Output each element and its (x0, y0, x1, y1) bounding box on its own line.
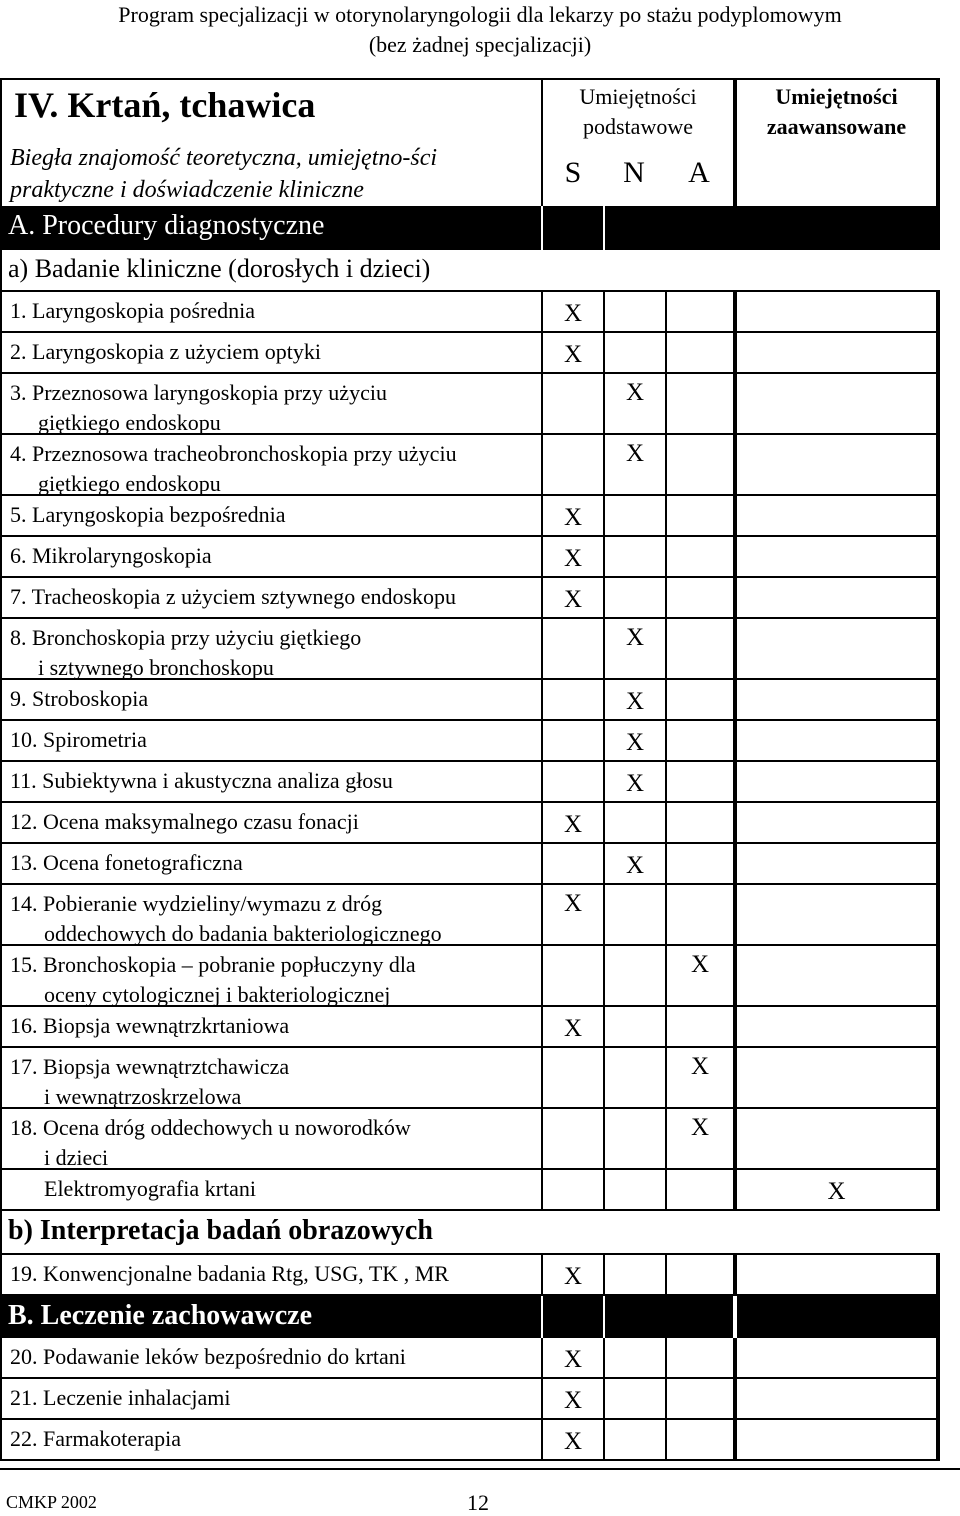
mark-a (665, 1420, 733, 1461)
mark-s (541, 680, 603, 721)
procedure-line1: 11. Subiektywna i akustyczna analiza głosu (10, 768, 393, 793)
procedure-line1: 6. Mikrolaryngoskopia (10, 543, 212, 568)
procedure-name (0, 496, 541, 537)
procedure-name (0, 1338, 541, 1379)
mark-advanced (733, 885, 940, 946)
procedure-line1: 17. Biopsja wewnątrztchawicza (10, 1054, 290, 1079)
mark-n: X (603, 619, 665, 680)
mark-n (603, 1420, 665, 1461)
procedure-name (0, 374, 541, 435)
mark-n: X (603, 721, 665, 762)
advanced-cell (733, 140, 940, 206)
procedure-name (0, 619, 541, 680)
mark-a (665, 374, 733, 435)
mark-a (665, 333, 733, 374)
mark-n: X (603, 844, 665, 885)
procedure-row (0, 762, 940, 803)
mark-advanced (733, 803, 940, 844)
procedure-name (0, 844, 541, 885)
subsection-a1-row (0, 250, 940, 292)
procedure-name (0, 1170, 541, 1211)
mark-a: X (665, 1109, 733, 1170)
mark-a (665, 537, 733, 578)
page-number: 12 (467, 1490, 489, 1515)
procedure-line1: 19. Konwencjonalne badania Rtg, USG, TK , MR (10, 1261, 449, 1286)
procedure-line1: 16. Biopsja wewnątrzkrtaniowa (10, 1013, 290, 1038)
procedure-name (0, 578, 541, 619)
mark-advanced (733, 1420, 940, 1461)
mark-advanced (733, 537, 940, 578)
mark-n (603, 1109, 665, 1170)
mark-advanced (733, 292, 940, 333)
procedure-line1: 4. Przeznosowa tracheobronchoskopia przy użyciu (10, 441, 457, 466)
mark-s (541, 619, 603, 680)
mark-advanced (733, 1007, 940, 1048)
procedure-row (0, 1109, 940, 1170)
mark-a (665, 844, 733, 885)
mark-s (541, 1109, 603, 1170)
subsection-a1-title: a) Badanie kliniczne (dorosłych i dzieci) (0, 250, 940, 292)
procedure-name (0, 1007, 541, 1048)
procedure-line2: oddechowych do badania bakteriologicznego (44, 921, 442, 946)
mark-advanced (733, 435, 940, 496)
procedure-name (0, 1420, 541, 1461)
mark-a (665, 721, 733, 762)
mark-s: X (541, 496, 603, 537)
mark-n (603, 292, 665, 333)
procedure-line1: 21. Leczenie inhalacjami (10, 1385, 231, 1410)
mark-a (665, 803, 733, 844)
procedure-line2: giętkiego endoskopu (38, 410, 221, 435)
mark-n: X (603, 762, 665, 803)
mark-a: X (665, 1048, 733, 1109)
mark-advanced (733, 496, 940, 537)
section-a-title: A. Procedury diagnostyczne (8, 210, 325, 241)
header-a: A (688, 156, 710, 189)
procedure-row (0, 1379, 940, 1420)
mark-s: X (541, 537, 603, 578)
mark-n: X (603, 435, 665, 496)
mark-n (603, 496, 665, 537)
header-n: N (623, 156, 645, 189)
procedure-row (0, 1255, 940, 1296)
procedure-name (0, 1255, 541, 1296)
mark-advanced (733, 1255, 940, 1296)
procedure-name (0, 721, 541, 762)
procedure-name (0, 333, 541, 374)
subsection-b1-title: b) Interpretacja badań obrazowych (0, 1211, 940, 1255)
procedure-row (0, 537, 940, 578)
mark-n: X (603, 680, 665, 721)
procedure-name (0, 1109, 541, 1170)
procedure-line1: 3. Przeznosowa laryngoskopia przy użyciu (10, 380, 387, 405)
mark-s: X (541, 1379, 603, 1420)
mark-a (665, 1007, 733, 1048)
mark-advanced (733, 844, 940, 885)
divider (541, 1296, 603, 1338)
mark-a (665, 292, 733, 333)
mark-s: X (541, 885, 603, 946)
procedure-line1: 12. Ocena maksymalnego czasu fonacji (10, 809, 359, 834)
procedure-line1: 5. Laryngoskopia bezpośrednia (10, 502, 286, 527)
mark-a: X (665, 946, 733, 1007)
procedure-row (0, 803, 940, 844)
mark-s: X (541, 1420, 603, 1461)
mark-n (603, 946, 665, 1007)
procedure-line1: 10. Spirometria (10, 727, 147, 752)
mark-n (603, 885, 665, 946)
mark-s: X (541, 803, 603, 844)
procedure-line1: 1. Laryngoskopia pośrednia (10, 298, 255, 323)
section-title: IV. Krtań, tchawica (0, 78, 541, 140)
procedure-name (0, 885, 541, 946)
procedure-row (0, 435, 940, 496)
subtitle-row (0, 140, 940, 206)
mark-n (603, 1379, 665, 1420)
mark-a (665, 885, 733, 946)
mark-a (665, 496, 733, 537)
mark-s (541, 946, 603, 1007)
mark-advanced (733, 1048, 940, 1109)
section-b-title: B. Leczenie zachowawcze (8, 1300, 312, 1331)
footer-left: CMKP 2002 (6, 1492, 97, 1512)
mark-s: X (541, 1255, 603, 1296)
mark-advanced (733, 1379, 940, 1420)
mark-n (603, 1338, 665, 1379)
mark-s: X (541, 578, 603, 619)
mark-s (541, 435, 603, 496)
procedure-line1: 8. Bronchoskopia przy użyciu giętkiego (10, 625, 362, 650)
procedure-name (0, 946, 541, 1007)
procedure-name (0, 680, 541, 721)
procedure-line2: giętkiego endoskopu (38, 471, 221, 496)
mark-a (665, 1170, 733, 1211)
mark-a (665, 680, 733, 721)
mark-n (603, 1255, 665, 1296)
divider (603, 1296, 733, 1338)
mark-s (541, 1048, 603, 1109)
procedure-line1: 15. Bronchoskopia – pobranie popłuczyny dla (10, 952, 416, 977)
advanced-skills-label: Umiejętności zaawansowane (733, 78, 940, 140)
mark-n (603, 1048, 665, 1109)
mark-n: X (603, 374, 665, 435)
page-header-line1: Program specjalizacji w otorynolaryngologii dla lekarzy po stażu podyplomowym (118, 2, 842, 27)
procedure-row (0, 1007, 940, 1048)
section-subtitle: Biegła znajomość teoretyczna, umiejętno-ści praktyczne i doświadczenie kliniczne (0, 140, 541, 206)
procedure-row (0, 374, 940, 435)
header-s: S (541, 140, 603, 206)
procedure-row (0, 946, 940, 1007)
mark-advanced: X (733, 1170, 940, 1211)
mark-s: X (541, 1007, 603, 1048)
mark-advanced (733, 762, 940, 803)
mark-a (665, 619, 733, 680)
mark-s: X (541, 1338, 603, 1379)
procedure-row (0, 578, 940, 619)
mark-n (603, 803, 665, 844)
procedure-name (0, 537, 541, 578)
procedure-line2: i sztywnego bronchoskopu (38, 655, 274, 680)
mark-n (603, 578, 665, 619)
page-header-line2: (bez żadnej specjalizacji) (368, 32, 592, 57)
mark-advanced (733, 333, 940, 374)
procedure-line1: 20. Podawanie leków bezpośrednio do krtani (10, 1344, 406, 1369)
mark-advanced (733, 721, 940, 762)
mark-advanced (733, 578, 940, 619)
mark-n (603, 537, 665, 578)
procedure-name (0, 762, 541, 803)
procedure-line2: oceny cytologicznej i bakteriologicznej (44, 982, 391, 1007)
procedure-row (0, 333, 940, 374)
procedure-name (0, 435, 541, 496)
mark-s (541, 374, 603, 435)
procedure-line1: Elektromyografia krtani (44, 1176, 256, 1201)
procedure-name (0, 292, 541, 333)
procedure-row (0, 680, 940, 721)
procedure-row (0, 721, 940, 762)
procedure-line2: i dzieci (44, 1145, 109, 1170)
section-b-header (0, 1296, 940, 1338)
procedure-row (0, 1420, 940, 1461)
mark-advanced (733, 946, 940, 1007)
mark-a (665, 1338, 733, 1379)
mark-a (665, 762, 733, 803)
procedure-row (0, 1338, 940, 1379)
section-title-row (0, 78, 940, 140)
procedure-line1: 14. Pobieranie wydzieliny/wymazu z dróg (10, 891, 383, 916)
procedure-line1: 2. Laryngoskopia z użyciem optyki (10, 339, 321, 364)
procedure-row (0, 885, 940, 946)
mark-advanced (733, 374, 940, 435)
basic-skills-label: Umiejętności podstawowe (541, 78, 733, 140)
mark-s (541, 1170, 603, 1211)
mark-s (541, 844, 603, 885)
mark-a (665, 578, 733, 619)
procedure-line1: 22. Farmakoterapia (10, 1426, 182, 1451)
mark-n (603, 333, 665, 374)
mark-s (541, 762, 603, 803)
mark-s (541, 721, 603, 762)
procedure-line1: 9. Stroboskopia (10, 686, 149, 711)
procedure-row (0, 496, 940, 537)
footer-rule (0, 1468, 960, 1470)
mark-advanced (733, 680, 940, 721)
mark-a (665, 435, 733, 496)
procedure-name (0, 803, 541, 844)
subsection-b1-row (0, 1211, 940, 1255)
procedure-row (0, 1170, 940, 1211)
procedure-line1: 18. Ocena dróg oddechowych u noworodków (10, 1115, 411, 1140)
procedure-name (0, 1379, 541, 1420)
mark-a (665, 1379, 733, 1420)
mark-advanced (733, 619, 940, 680)
mark-advanced (733, 1338, 940, 1379)
mark-n (603, 1170, 665, 1211)
section-a-header (0, 206, 940, 250)
procedure-line1: 13. Ocena fonetograficzna (10, 850, 243, 875)
mark-advanced (733, 1109, 940, 1170)
mark-s: X (541, 292, 603, 333)
procedure-line1: 7. Tracheoskopia z użyciem sztywnego endoskopu (10, 584, 457, 609)
procedure-row (0, 619, 940, 680)
procedure-row (0, 292, 940, 333)
procedure-line2: i wewnątrzoskrzelowa (44, 1084, 242, 1109)
divider (733, 1296, 940, 1338)
procedure-row (0, 844, 940, 885)
mark-a (665, 1255, 733, 1296)
procedure-row (0, 1048, 940, 1109)
mark-s: X (541, 333, 603, 374)
mark-n (603, 1007, 665, 1048)
procedure-name (0, 1048, 541, 1109)
